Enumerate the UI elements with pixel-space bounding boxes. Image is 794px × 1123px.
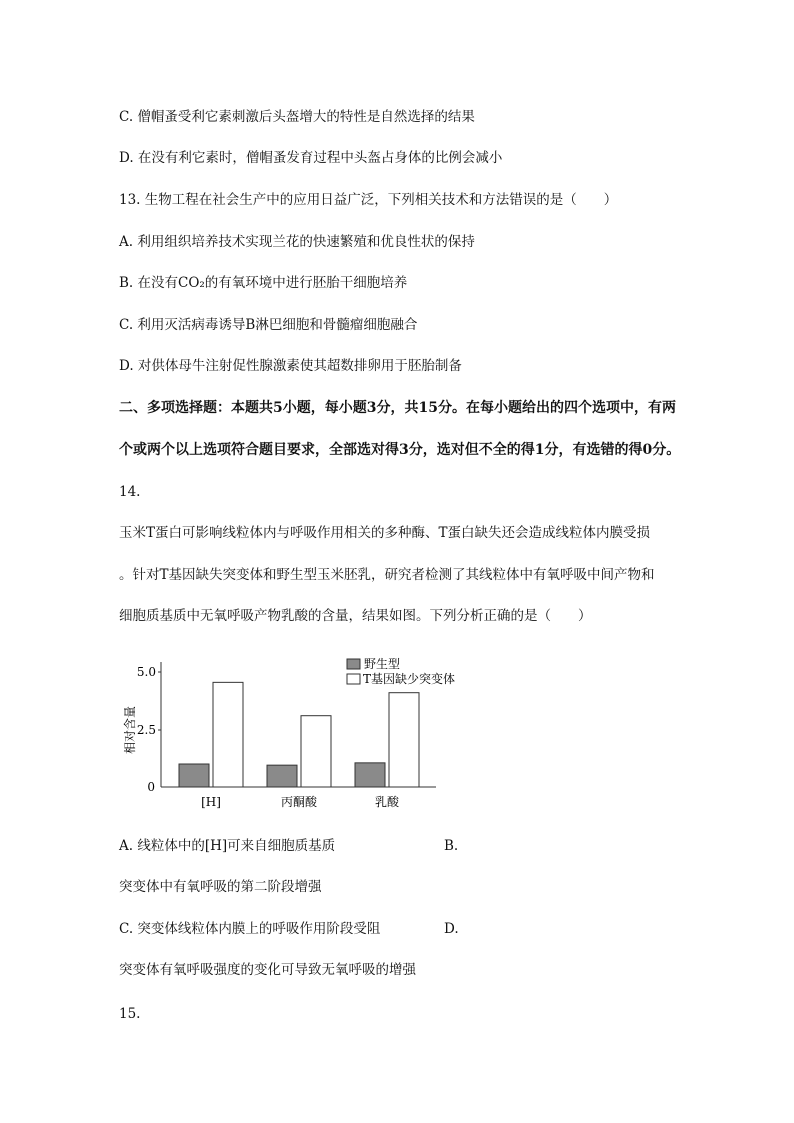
- option-14d: 突变体有氧呼吸强度的变化可导致无氧呼吸的增强: [119, 962, 416, 978]
- bar-mutant-pyruvate: [301, 716, 331, 787]
- ytick-0: 0: [147, 780, 155, 794]
- question-14-text-1: 玉米T蛋白可影响线粒体内与呼吸作用相关的多种酶、T蛋白缺失还会造成线粒体内膜受损: [119, 525, 651, 541]
- bar-wild-h: [179, 764, 209, 787]
- bar-wild-lactate: [355, 763, 385, 787]
- line-d12: D. 在没有利它素时，僧帽蚤发育过程中头盔占身体的比例会减小: [119, 150, 503, 166]
- question-13: 13. 生物工程在社会生产中的应用日益广泛，下列相关技术和方法错误的是（ ）: [119, 192, 618, 208]
- ytick-2-5: 2.5: [136, 723, 156, 737]
- category-label-h: [H]: [201, 795, 221, 809]
- option-14b-letter: B.: [444, 838, 459, 854]
- category-label-lactate: 乳酸: [374, 795, 400, 809]
- bar-wild-pyruvate: [267, 765, 297, 787]
- legend-swatch-wild: [347, 659, 360, 669]
- bar-mutant-h: [213, 682, 243, 787]
- question-14-number: 14.: [119, 484, 141, 500]
- option-13d: D. 对供体母牛注射促性腺激素使其超数排卵用于胚胎制备: [119, 358, 462, 374]
- option-14b: 突变体中有氧呼吸的第二阶段增强: [119, 879, 322, 895]
- y-axis-label: 相对含量: [123, 705, 137, 755]
- legend-swatch-mutant: [347, 674, 360, 684]
- legend-label-wild: 野生型: [364, 657, 401, 671]
- legend-label-mutant: T基因缺少突变体: [363, 672, 456, 686]
- line-c12: C. 僧帽蚤受利它素刺激后头盔增大的特性是自然选择的结果: [119, 109, 475, 125]
- option-14a: A. 线粒体中的[H]可来自细胞质基质: [119, 838, 336, 854]
- bar-mutant-lactate: [389, 693, 419, 787]
- option-14c: C. 突变体线粒体内膜上的呼吸作用阶段受阻: [119, 921, 381, 937]
- category-label-pyruvate: 丙酮酸: [280, 795, 318, 809]
- option-14d-letter: D.: [444, 921, 459, 937]
- section-heading-1: 二、多项选择题：本题共5小题，每小题3分，共15分。在每小题给出的四个选项中，有两: [119, 400, 676, 416]
- ytick-5: 5.0: [136, 665, 156, 679]
- option-13b: B. 在没有CO₂的有氧环境中进行胚胎干细胞培养: [119, 275, 408, 291]
- question-14-text-3: 细胞质基质中无氧呼吸产物乳酸的含量，结果如图。下列分析正确的是（ ）: [119, 608, 592, 624]
- option-13a: A. 利用组织培养技术实现兰花的快速繁殖和优良性状的保持: [119, 234, 475, 250]
- question-15-number: 15.: [119, 1006, 141, 1022]
- bar-chart: [118, 650, 478, 815]
- section-heading-2: 个或两个以上选项符合题目要求，全部选对得3分，选对但不全的得1分，有选错的得0分。: [119, 442, 681, 458]
- option-13c: C. 利用灭活病毒诱导B淋巴细胞和骨髓瘤细胞融合: [119, 317, 418, 333]
- question-14-text-2: 。针对T基因缺失突变体和野生型玉米胚乳，研究者检测了其线粒体中有氧呼吸中间产物和: [119, 567, 655, 583]
